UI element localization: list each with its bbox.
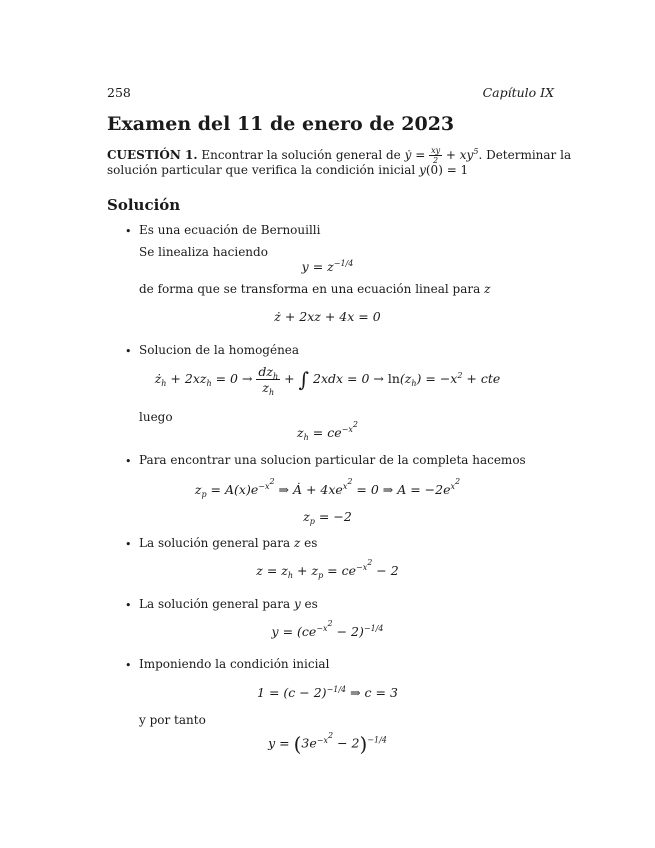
solution-heading: Solución — [107, 196, 181, 214]
page-number: 258 — [107, 85, 131, 100]
step-6-after: y por tanto — [139, 713, 206, 727]
bullet-5: • — [125, 599, 132, 612]
bullet-6: • — [125, 659, 132, 672]
bullet-3: • — [125, 455, 132, 468]
step-3-title: Para encontrar una solucion particular de la completa hacemos — [139, 453, 526, 467]
initial-condition: y — [419, 163, 426, 177]
eq-linear: ż + 2xz + 4x = 0 — [274, 309, 381, 324]
eq-y-general: $y = (ce^{-x^2} - 2)^{-1/4}$ — [271, 619, 384, 639]
page-title: Examen del 11 de enero de 2023 — [107, 113, 455, 135]
question-label: CUESTIÓN 1. — [107, 148, 198, 162]
step-1-sub: Se linealiza haciendo — [139, 245, 268, 259]
eq-zp: $z_p = -2$ — [303, 509, 352, 526]
eq-substitution: $y = z^{-1/4}$ — [301, 259, 354, 274]
eq-initial-condition: $1 = (c - 2)^{-1/4}$ ⇒ c = 3 — [257, 685, 398, 700]
question-line-1: CUESTIÓN 1. Encontrar la solución general de ẏ = $\frac{xy}{2}$ + $xy^5$. Determinar la — [107, 146, 572, 165]
step-4-title: La solución general para z es — [139, 536, 318, 550]
bullet-4: • — [125, 538, 132, 551]
step-1-title: Es una ecuación de Bernouilli — [139, 223, 321, 237]
eq-particular: $z_p = A(x)e^{-x^2}$ ⇒ Ȧ + $4xe^{x^2} = 0$ ⇒ $A = -2e^{x^2}$ — [194, 477, 461, 499]
step-6-title: Imponiendo la condición inicial — [139, 657, 330, 671]
bullet-1: • — [125, 225, 132, 238]
step-2-title: Solucion de la homogénea — [139, 343, 300, 357]
chapter-label: Capítulo IX — [482, 85, 554, 100]
step-2-after: luego — [139, 410, 173, 424]
eq-homogeneous: $ż_h + 2xz_h = 0$ → $\frac{dz_h}{z_h}$ + ∫ $2xdx = 0 \to \ln(z_h) = -x^2$ + cte — [154, 364, 501, 397]
question-text: Encontrar la solución general de — [201, 148, 401, 162]
step-1-after: de forma que se transforma en una ecuación lineal para z — [139, 282, 491, 296]
eq-zh: $z_h = ce^{-x^2}$ — [297, 420, 358, 442]
bullet-2: • — [125, 345, 132, 358]
question-line-2: solución particular que verifica la condición inicial y(0) = 1 — [107, 163, 469, 177]
eq-z-general: $z = z_h + z_p = ce^{-x^2} - 2$ — [256, 558, 399, 580]
ode-equation: ẏ = $\frac{xy}{2}$ + $xy^5$ — [404, 146, 479, 165]
step-5-title: La solución general para y es — [139, 597, 318, 611]
eq-final-solution: $y = (3e^{-x^2} - 2)^{-1/4}$ — [268, 730, 387, 756]
